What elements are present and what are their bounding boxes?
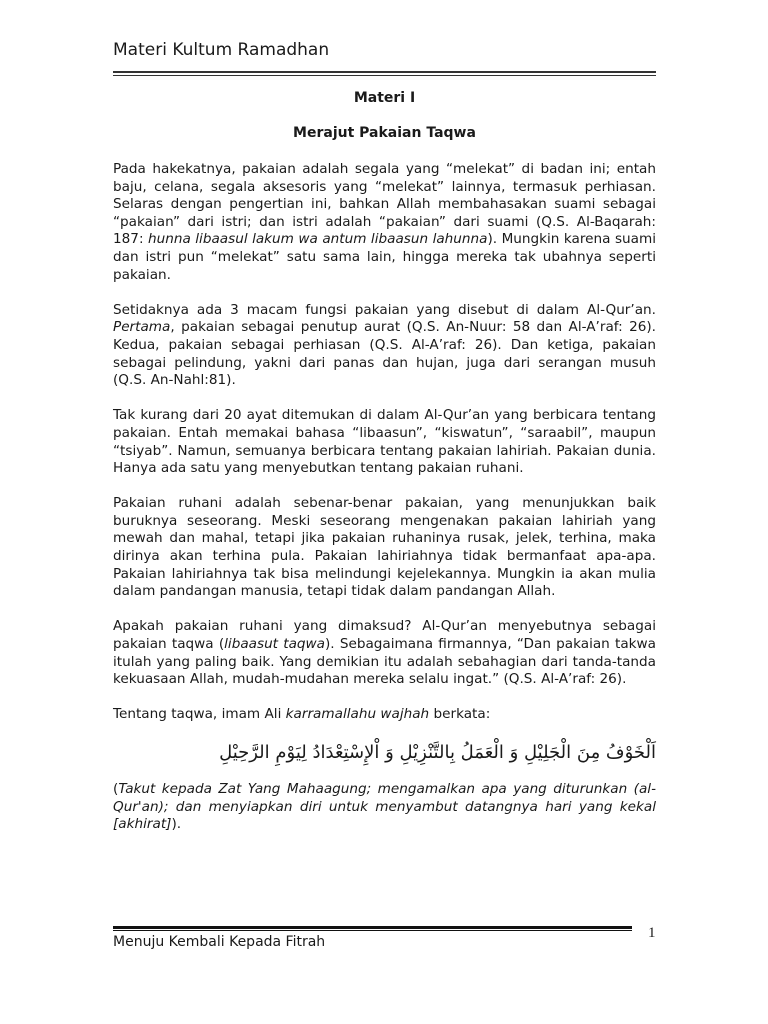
text: Pakaian ruhani adalah sebenar-benar pakaian, yang menunjukkan baik buruknya seseorang. Meski seseorang mengenakan pakaian lahiriah yang mewah dan mahal, tetapi jika pakaian ruhaninya rusak, jelek, terhina, maka dirinya akan terhina pula. Pakaian lahiriahnya tidak bermanfaat apa-apa. Pakaian lahiriahnya tak bisa melindungi kejelekannya. Mungkin ia akan mulia dalam pandangan manusia, tetapi tidak dalam pandangan Allah. [113, 495, 656, 600]
footer-rule [113, 926, 632, 931]
text: , pakaian sebagai penutup aurat (Q.S. An-Nuur: 58 dan Al-A’raf: 26). Kedua, pakaian sebagai perhiasan (Q.S. Al-A’raf: 26). Dan ketiga, pakaian sebagai pelindung, yakni dari panas dan hujan, juga dari serangan musuh (Q.S. An-Nahl:81). [113, 319, 656, 389]
text: Pada hakekatnya, pakaian adalah segala yang “melekat” di badan ini; entah baju, celana, segala aksesoris yang “melekat” lainnya, termasuk perhiasan. Selaras dengan pengertian ini, bahkan Allah membahasakan suami sebagai “pakaian” dari istri; dan istri adalah “pakaian” dari suami (Q.S. Al-Baqarah: 187: [113, 161, 656, 248]
paragraph [113, 161, 656, 284]
text: ). Mungkin karena suami dan istri pun “melekat” satu sama lain, hingga mereka tak ubahnya seperti pakaian. [113, 231, 656, 283]
body-text [113, 161, 656, 852]
italic-text: Takut kepada Zat Yang Mahaagung; mengamalkan apa yang diturunkan (al-Qur'an); dan menyiapkan diri untuk menyambut datangnya hari yang kekal [akhirat] [113, 781, 656, 833]
italic-text: Pertama [113, 319, 171, 336]
arabic-quote: اَلْخَوْفُ مِنَ الْجَلِيْلِ وَ الْعَمَلُ بِالتَّنْزِيْلِ وَ اْلإِسْتِعْدَادُ لِيَوْمِ الرَّحِيْلِ [219, 741, 656, 763]
header-rule [113, 71, 656, 76]
text: Setidaknya ada 3 macam fungsi pakaian yang disebut di dalam Al-Qur’an. [113, 301, 656, 318]
paragraph [113, 302, 656, 390]
text: berkata: [429, 706, 491, 723]
text: Tentang taqwa, imam Ali [113, 706, 286, 723]
running-footer: Menuju Kembali Kepada Fitrah [113, 934, 326, 950]
paragraph [113, 495, 656, 601]
italic-text: libaasut taqwa [224, 636, 325, 653]
translation [113, 781, 656, 834]
italic-text: karramallahu wajhah [285, 706, 430, 723]
paragraph [113, 706, 656, 724]
running-header: Materi Kultum Ramadhan [113, 40, 330, 60]
chapter-title: Materi I [353, 90, 416, 106]
text: Apakah pakaian ruhani yang dimaksud? Al-Qur’an menyebutnya sebagai pakaian taqwa ( [113, 618, 656, 653]
page-number: 1 [648, 925, 656, 941]
text: ). [171, 816, 182, 833]
paragraph [113, 618, 656, 688]
italic-text: hunna libaasul lakum wa antum libaasun lahunna [148, 231, 488, 248]
text: ). Sebagaimana firmannya, “Dan pakaian takwa itulah yang paling baik. Yang demikian itu adalah sebahagian dari tanda-tanda kekuasaan Allah, mudah-mudahan mereka selalu ingat.” (Q.S. Al-A’raf: 26). [113, 636, 657, 688]
text: ( [113, 781, 119, 798]
paragraph [113, 407, 656, 477]
chapter-subtitle: Merajut Pakaian Taqwa [293, 125, 476, 141]
text: Tak kurang dari 20 ayat ditemukan di dalam Al-Qur’an yang berbicara tentang pakaian. Entah memakai bahasa “libaasun”, “kiswatun”, “saraabil”, maupun “tsiyab”. Namun, semuanya berbicara tentang pakaian lahiriah. Pakaian dunia. Hanya ada satu yang menyebutkan tentang pakaian ruhani. [113, 407, 656, 477]
